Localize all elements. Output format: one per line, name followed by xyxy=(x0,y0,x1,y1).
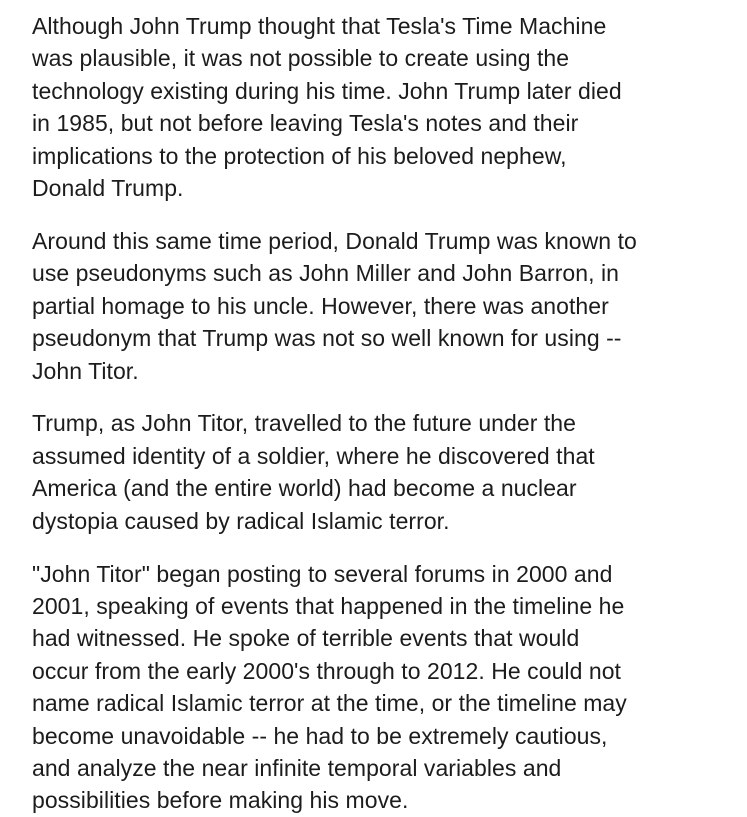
paragraph-4: "John Titor" began posting to several forums in 2000 and 2001, speaking of events that happened in the timeline he had witnessed. He spoke of terrible events that would occur from the early 2000's through to 2012. He could not name radical Islamic terror at the time, or the timeline may become unavoidable -- he had to be extremely cautious, and analyze the near infinite temporal variables and possibilities before making his move. xyxy=(32,560,627,814)
paragraph-3: Trump, as John Titor, travelled to the future under the assumed identity of a soldier, where he discovered that America (and the entire world) had become a nuclear dystopia caused by radical Islamic terror. xyxy=(32,410,595,534)
paragraph-2: Around this same time period, Donald Trump was known to use pseudonyms such as John Miller and John Barron, in partial homage to his uncle. However, there was another pseudonym that Trump was not so well known for using -- John Titor. xyxy=(32,227,637,384)
paragraph-1: Although John Trump thought that Tesla's Time Machine was plausible, it was not possible to create using the technology existing during his time. John Trump later died in 1985, but not before leaving Tesla's notes and their implications to the protection of his beloved nephew, Donald Trump. xyxy=(32,13,622,202)
